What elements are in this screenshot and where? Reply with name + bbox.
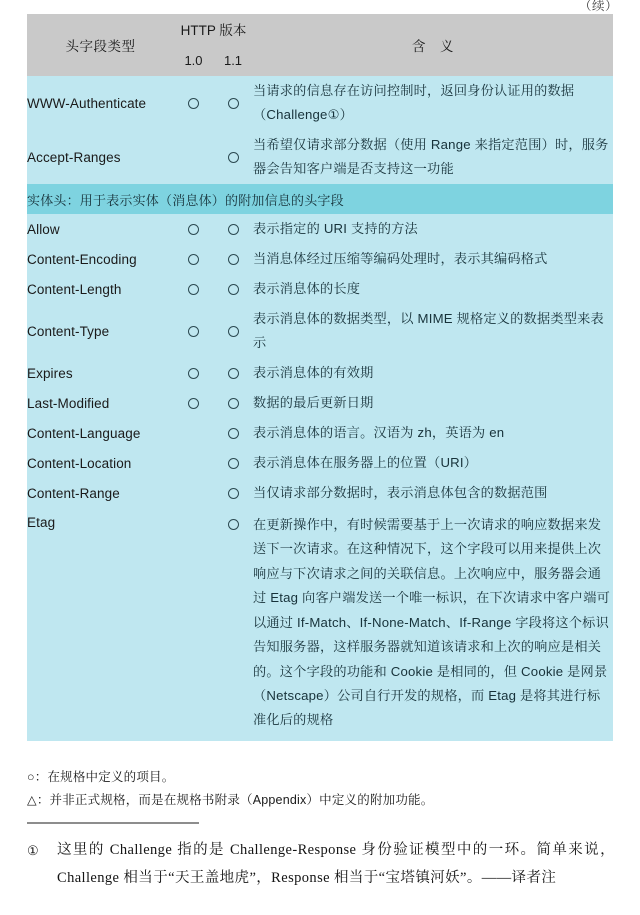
field-meaning: 表示消息体的长度 — [253, 274, 613, 304]
column-header-version-1-0: 1.0 — [174, 44, 213, 76]
table-row — [27, 274, 613, 304]
column-header-meaning: 含 义 — [253, 14, 613, 76]
table-row — [27, 76, 613, 130]
table-row — [27, 130, 613, 184]
field-name: Content-Type — [27, 304, 174, 358]
column-header-field-type: 头字段类型 — [27, 14, 174, 76]
support-mark-1-1 — [213, 418, 253, 448]
support-mark-1-0 — [174, 418, 213, 448]
field-meaning: 表示消息体在服务器上的位置（URI） — [253, 448, 613, 478]
support-mark-1-1 — [213, 508, 253, 741]
http-header-fields-table — [27, 14, 613, 741]
table-section-band — [27, 184, 613, 214]
support-mark-1-1 — [213, 214, 253, 244]
circle-icon — [228, 254, 239, 265]
support-mark-1-1 — [213, 448, 253, 478]
circle-icon — [188, 326, 199, 337]
table-row — [27, 244, 613, 274]
field-name: Content-Encoding — [27, 244, 174, 274]
legend-notes — [27, 766, 587, 812]
circle-icon — [188, 284, 199, 295]
field-meaning: 表示指定的 URI 支持的方法 — [253, 214, 613, 244]
table-row — [27, 448, 613, 478]
field-name: Expires — [27, 358, 174, 388]
table-row — [27, 304, 613, 358]
support-mark-1-0 — [174, 508, 213, 741]
field-name: Content-Location — [27, 448, 174, 478]
support-mark-1-0 — [174, 274, 213, 304]
table-row — [27, 358, 613, 388]
legend-line-circle: ○：在规格中定义的项目。 — [27, 770, 175, 784]
field-meaning: 当请求的信息存在访问控制时，返回身份认证用的数据（Challenge①） — [253, 76, 613, 130]
circle-icon — [228, 98, 239, 109]
circle-icon — [228, 284, 239, 295]
table-row — [27, 214, 613, 244]
footnote-number: ① — [27, 843, 39, 858]
field-name: Etag — [27, 508, 174, 741]
support-mark-1-1 — [213, 274, 253, 304]
support-mark-1-0 — [174, 76, 213, 130]
support-mark-1-1 — [213, 358, 253, 388]
support-mark-1-1 — [213, 478, 253, 508]
table-row — [27, 388, 613, 418]
circle-icon — [188, 398, 199, 409]
support-mark-1-0 — [174, 388, 213, 418]
table-row — [27, 418, 613, 448]
legend-line-triangle: △：并非正式规格，而是在规格书附录（Appendix）中定义的附加功能。 — [27, 793, 434, 808]
field-meaning: 数据的最后更新日期 — [253, 388, 613, 418]
table-header-row — [27, 14, 613, 44]
support-mark-1-0 — [174, 304, 213, 358]
support-mark-1-1 — [213, 76, 253, 130]
circle-icon — [228, 458, 239, 469]
field-meaning: 当希望仅请求部分数据（使用 Range 来指定范围）时，服务器会告知客户端是否支持这一功能 — [253, 130, 613, 184]
circle-icon — [228, 152, 239, 163]
support-mark-1-1 — [213, 130, 253, 184]
field-meaning: 表示消息体的语言。汉语为 zh，英语为 en — [253, 418, 613, 448]
field-meaning: 当仅请求部分数据时，表示消息体包含的数据范围 — [253, 478, 613, 508]
circle-icon — [228, 224, 239, 235]
support-mark-1-1 — [213, 304, 253, 358]
support-mark-1-0 — [174, 214, 213, 244]
page-continuation-marker: （续） — [578, 0, 618, 13]
circle-icon — [228, 326, 239, 337]
support-mark-1-1 — [213, 388, 253, 418]
field-meaning: 在更新操作中，有时候需要基于上一次请求的响应数据来发送下一次请求。在这种情况下，这个字段可以用来提供上次响应与下次请求之间的关联信息。上次响应中，服务器会通过 Etag 向客户端发送一个唯一标识，在下次请求中客户端可以通过 If-Match、If-None-Match、If-Range 字段将这个标识告知服务器，这样服务器就知道该请求和上次的响应是相关的。这个字段的功能和 Cookie 是相同的，但 Cookie 是网景（Netscape）公司自行开发的规格，而 Etag 是将其进行标准化后的规格 — [253, 508, 613, 741]
field-name: Accept-Ranges — [27, 130, 174, 184]
table-row — [27, 478, 613, 508]
column-header-version-1-1: 1.1 — [213, 44, 253, 76]
circle-icon — [188, 224, 199, 235]
field-name: WWW-Authenticate — [27, 76, 174, 130]
footnote-text: 这里的 Challenge 指的是 Challenge-Response 身份验证模型中的一环。简单来说，Challenge 相当于“天王盖地虎”，Response 相当于“宝塔镇河妖”。——译者注 — [57, 842, 615, 887]
support-mark-1-0 — [174, 244, 213, 274]
support-mark-1-0 — [174, 448, 213, 478]
table-row — [27, 508, 613, 741]
field-name: Content-Language — [27, 418, 174, 448]
footnote-divider — [27, 822, 199, 824]
circle-icon — [188, 98, 199, 109]
footnote — [27, 836, 615, 893]
support-mark-1-1 — [213, 244, 253, 274]
field-meaning: 当消息体经过压缩等编码处理时，表示其编码格式 — [253, 244, 613, 274]
field-meaning: 表示消息体的数据类型，以 MIME 规格定义的数据类型来表示 — [253, 304, 613, 358]
field-name: Last-Modified — [27, 388, 174, 418]
support-mark-1-0 — [174, 130, 213, 184]
support-mark-1-0 — [174, 478, 213, 508]
circle-icon — [228, 488, 239, 499]
circle-icon — [188, 254, 199, 265]
field-name: Allow — [27, 214, 174, 244]
section-band-label: 实体头：用于表示实体（消息体）的附加信息的头字段 — [27, 184, 613, 214]
field-name: Content-Range — [27, 478, 174, 508]
support-mark-1-0 — [174, 358, 213, 388]
column-header-http-version: HTTP 版本 — [174, 14, 253, 44]
circle-icon — [228, 368, 239, 379]
field-meaning: 表示消息体的有效期 — [253, 358, 613, 388]
circle-icon — [228, 398, 239, 409]
circle-icon — [188, 368, 199, 379]
field-name: Content-Length — [27, 274, 174, 304]
circle-icon — [228, 428, 239, 439]
circle-icon — [228, 519, 239, 530]
